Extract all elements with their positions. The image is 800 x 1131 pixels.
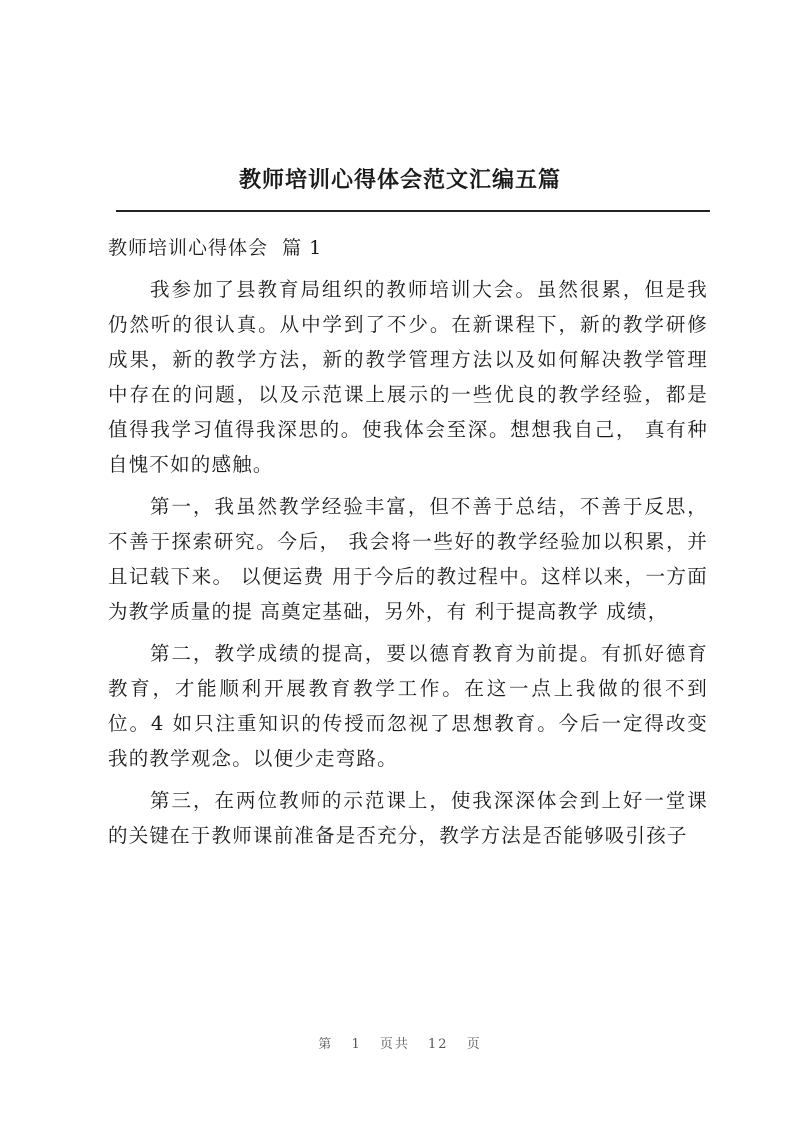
paragraph: 第一，我虽然教学经验丰富，但不善于总结，不善于反思，不善于探索研究。今后， 我会将一些好的教学经验加以积累，并且记载下来。 以便运费 用于今后的教过程中。这样以来，一方面为教学质量的提 高奠定基础，另外，有 利于提高教学 成绩， [108,495,708,623]
page-footer [0,1033,800,1052]
document-title: 教师培训心得体会范文汇编五篇 [238,168,561,193]
footer-of-total-label: 页共 [379,1037,410,1052]
footer-page-label: 第 [318,1037,334,1052]
document-body [108,272,708,860]
paragraph: 第三，在两位教师的示范课上，使我深深体会到上好一堂课的关键在于教师课前准备是否充分，教学方法是否能够吸引孩子 [108,789,708,847]
footer-total-pages: 12 [428,1037,449,1052]
section-heading: 教师培训心得体会 篇 1 [108,237,323,259]
footer-current-page: 1 [351,1037,362,1052]
footer-page-end-label: 页 [466,1037,482,1052]
paragraph: 第二，教学成绩的提高，要以德育教育为前提。有抓好德育教育，才能顺利开展教育教学工作。在这一点上我做的很不到位。4 如只注重知识的传授而忽视了思想教育。今后一定得改变我的教学观念。以便少走弯路。 [108,642,708,770]
paragraph: 我参加了县教育局组织的教师培训大会。虽然很累，但是我仍然听的很认真。从中学到了不少。在新课程下，新的教学研修成果，新的教学方法，新的教学管理方法以及如何解决教学管理中存在的问题，以及示范课上展示的一些优良的教学经验，都是值得我学习值得我深思的。使我体会至深。想想我自己， 真有种自愧不如的感触。 [108,278,708,476]
title-divider [116,210,710,212]
